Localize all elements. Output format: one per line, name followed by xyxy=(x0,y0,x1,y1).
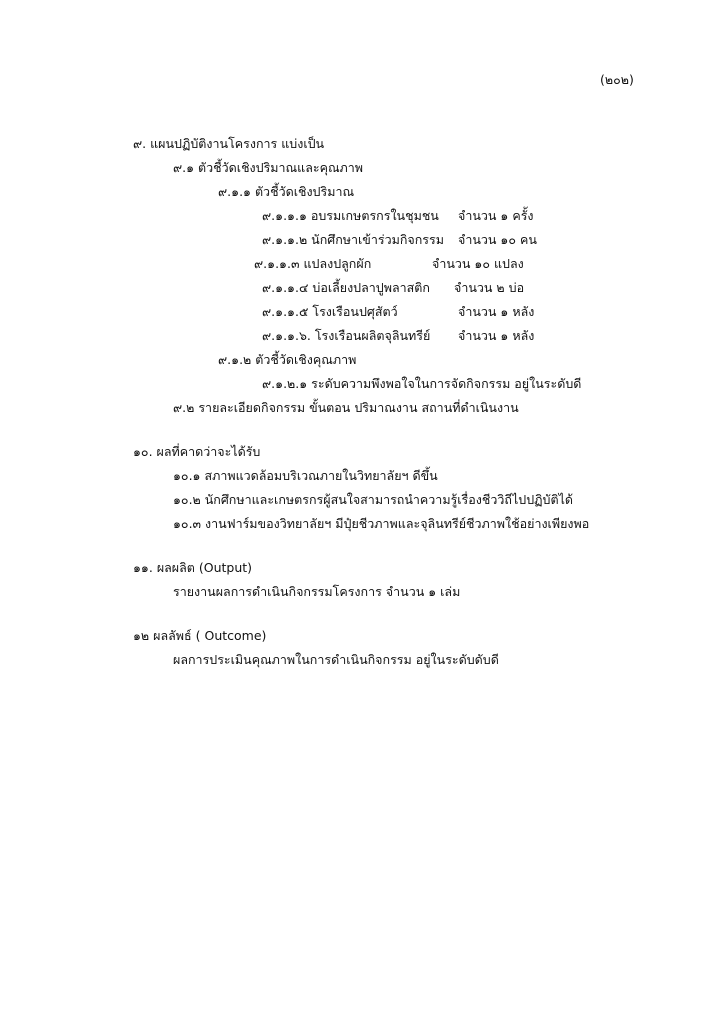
section-10-item: ๑๐.๓ งานฟาร์มของวิทยาลัยฯ มีปุ๋ยชีวภาพและจุลินทรีย์ชีวภาพใช้อย่างเพียงพอ xyxy=(173,516,590,531)
indicator-label: ๙.๑.๑.๖. โรงเรือนผลิตจุลินทรีย์ xyxy=(262,328,431,343)
indicator-amount: จำนวน ๑๐ แปลง xyxy=(432,256,524,271)
section-12-title: ๑๒ ผลลัพธ์ ( Outcome) xyxy=(133,628,267,643)
indicator-amount: จำนวน ๒ บ่อ xyxy=(454,280,525,295)
indicator-label: ๙.๑.๑.๒ นักศึกษาเข้าร่วมกิจกรรม xyxy=(262,232,444,247)
indicator-amount: จำนวน ๑๐ คน xyxy=(458,232,537,247)
indicator-label: ๙.๑.๑.๓ แปลงปลูกผัก xyxy=(254,256,372,271)
section-9-1-1-heading: ๙.๑.๑ ตัวชี้วัดเชิงปริมาณ xyxy=(218,184,355,199)
indicator-label: ๙.๑.๑.๕ โรงเรือนปศุสัตว์ xyxy=(262,304,398,319)
section-10-item: ๑๐.๑ สภาพแวดล้อมบริเวณภายในวิทยาลัยฯ ดีขึ้น xyxy=(173,468,438,483)
section-9-1-2-heading: ๙.๑.๒ ตัวชี้วัดเชิงคุณภาพ xyxy=(218,352,357,367)
indicator-amount: จำนวน ๑ หลัง xyxy=(458,304,535,319)
section-9-1-heading: ๙.๑ ตัวชี้วัดเชิงปริมาณและคุณภาพ xyxy=(173,160,364,175)
section-9-2-heading: ๙.๒ รายละเอียดกิจกรรม ขั้นตอน ปริมาณงาน สถานที่ดำเนินงาน xyxy=(173,400,519,415)
section-10-title: ๑๐. ผลที่คาดว่าจะได้รับ xyxy=(133,444,261,459)
section-11-text: รายงานผลการดำเนินกิจกรรมโครงการ จำนวน ๑ เล่ม xyxy=(173,584,461,599)
section-12-text: ผลการประเมินคุณภาพในการดำเนินกิจกรรม อยู่ในระดับดับดี xyxy=(173,652,499,667)
indicator-amount: จำนวน ๑ ครั้ง xyxy=(458,208,534,223)
indicator-amount: จำนวน ๑ หลัง xyxy=(458,328,535,343)
indicator-label: ๙.๑.๑.๑ อบรมเกษตรกรในชุมชน xyxy=(262,208,439,223)
section-10-item: ๑๐.๒ นักศึกษาและเกษตรกรผู้สนใจสามารถนำความรู้เรื่องชีววิถีไปปฏิบัติได้ xyxy=(173,492,573,507)
section-9-1-2-1-line: ๙.๑.๒.๑ ระดับความพึงพอใจในการจัดกิจกรรม อยู่ในระดับดี xyxy=(262,376,582,391)
indicator-label: ๙.๑.๑.๔ บ่อเลี้ยงปลาปูพลาสติก xyxy=(262,280,430,295)
section-9-title: ๙. แผนปฏิบัติงานโครงการ แบ่งเป็น xyxy=(133,136,325,151)
section-11-title: ๑๑. ผลผลิต (Output) xyxy=(133,560,253,575)
page-number: (๒๐๒) xyxy=(600,72,634,87)
